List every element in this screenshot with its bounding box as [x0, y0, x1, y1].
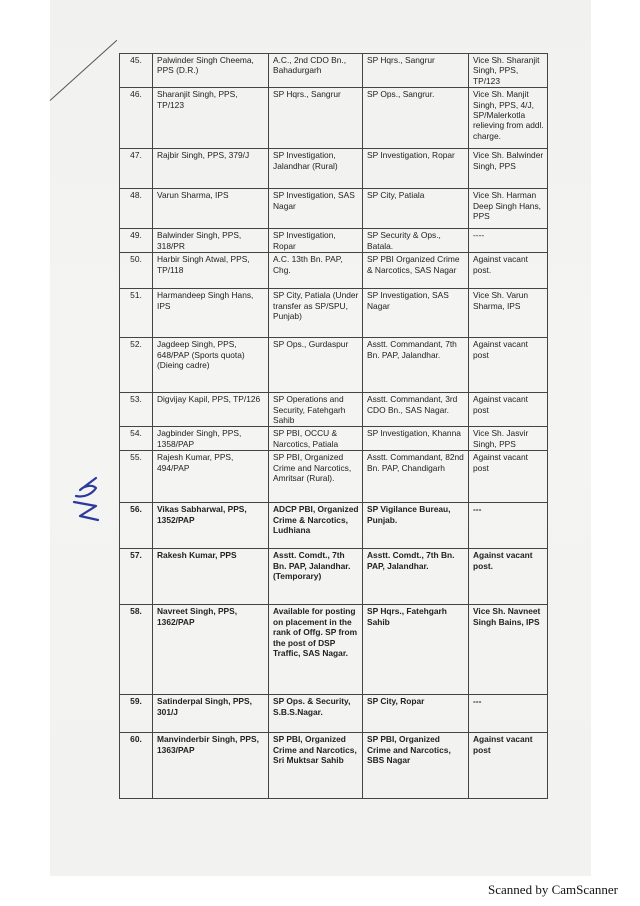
table-row — [120, 503, 548, 549]
table-row — [120, 54, 548, 88]
to-posting-cell: Asstt. Commandant, 3rd CDO Bn., SAS Nagar. — [363, 393, 469, 427]
to-posting-cell: SP City, Patiala — [363, 189, 469, 229]
to-posting-cell: SP Ops., Sangrur. — [363, 88, 469, 149]
from-posting-cell: SP Hqrs., Sangrur — [269, 88, 363, 149]
officer-name-cell: Harmandeep Singh Hans, IPS — [153, 289, 269, 338]
officer-name-cell: Rajesh Kumar, PPS, 494/PAP — [153, 451, 269, 503]
from-posting-cell: SP City, Patiala (Under transfer as SP/SPU, Punjab) — [269, 289, 363, 338]
remarks-cell: Vice Sh. Varun Sharma, IPS — [469, 289, 548, 338]
from-posting-cell: Available for posting on placement in the rank of Offg. SP from the post of DSP Traffic, SAS Nagar. — [269, 605, 363, 695]
from-posting-cell: A.C., 2nd CDO Bn., Bahadurgarh — [269, 54, 363, 88]
table-row — [120, 289, 548, 338]
from-posting-cell: SP Ops., Gurdaspur — [269, 338, 363, 393]
officer-name-cell: Digvijay Kapil, PPS, TP/126 — [153, 393, 269, 427]
remarks-cell: Vice Sh. Navneet Singh Bains, IPS — [469, 605, 548, 695]
to-posting-cell: Asstt. Comdt., 7th Bn. PAP, Jalandhar. — [363, 549, 469, 605]
from-posting-cell: A.C. 13th Bn. PAP, Chg. — [269, 253, 363, 289]
to-posting-cell: SP PBI, Organized Crime and Narcotics, SBS Nagar — [363, 733, 469, 799]
table-row — [120, 549, 548, 605]
remarks-cell: Vice Sh. Jasvir Singh, PPS — [469, 427, 548, 451]
serial-number-cell: 57. — [120, 549, 153, 605]
table-body — [120, 54, 548, 799]
remarks-cell: Against vacant post — [469, 451, 548, 503]
table-row — [120, 733, 548, 799]
serial-number-cell: 45. — [120, 54, 153, 88]
officer-name-cell: Vikas Sabharwal, PPS, 1352/PAP — [153, 503, 269, 549]
from-posting-cell: SP Investigation, Ropar — [269, 229, 363, 253]
from-posting-cell: SP PBI, OCCU & Narcotics, Patiala — [269, 427, 363, 451]
serial-number-cell: 52. — [120, 338, 153, 393]
to-posting-cell: Asstt. Commandant, 7th Bn. PAP, Jalandhar. — [363, 338, 469, 393]
serial-number-cell: 51. — [120, 289, 153, 338]
table-row — [120, 253, 548, 289]
remarks-cell: ---- — [469, 229, 548, 253]
to-posting-cell: SP Investigation, Khanna — [363, 427, 469, 451]
handwritten-initials-signature — [58, 472, 108, 524]
officer-name-cell: Satinderpal Singh, PPS, 301/J — [153, 695, 269, 733]
table-row — [120, 88, 548, 149]
officer-name-cell: Varun Sharma, IPS — [153, 189, 269, 229]
table-row — [120, 427, 548, 451]
officer-name-cell: Sharanjit Singh, PPS, TP/123 — [153, 88, 269, 149]
officer-name-cell: Jagdeep Singh, PPS, 648/PAP (Sports quota) (Dieing cadre) — [153, 338, 269, 393]
to-posting-cell: SP Hqrs., Fatehgarh Sahib — [363, 605, 469, 695]
officer-name-cell: Palwinder Singh Cheema, PPS (D.R.) — [153, 54, 269, 88]
serial-number-cell: 58. — [120, 605, 153, 695]
remarks-cell: Vice Sh. Balwinder Singh, PPS — [469, 149, 548, 189]
remarks-cell: --- — [469, 503, 548, 549]
to-posting-cell: SP Security & Ops., Batala. — [363, 229, 469, 253]
remarks-cell: Against vacant post. — [469, 549, 548, 605]
to-posting-cell: SP Investigation, Ropar — [363, 149, 469, 189]
remarks-cell: Vice Sh. Harman Deep Singh Hans, PPS — [469, 189, 548, 229]
serial-number-cell: 48. — [120, 189, 153, 229]
remarks-cell: Against vacant post. — [469, 253, 548, 289]
serial-number-cell: 53. — [120, 393, 153, 427]
from-posting-cell: ADCP PBI, Organized Crime & Narcotics, Ludhiana — [269, 503, 363, 549]
from-posting-cell: SP Investigation, SAS Nagar — [269, 189, 363, 229]
table-row — [120, 695, 548, 733]
table-row — [120, 229, 548, 253]
to-posting-cell: SP Vigilance Bureau, Punjab. — [363, 503, 469, 549]
serial-number-cell: 47. — [120, 149, 153, 189]
table-row — [120, 338, 548, 393]
officer-name-cell: Jagbinder Singh, PPS, 1358/PAP — [153, 427, 269, 451]
serial-number-cell: 55. — [120, 451, 153, 503]
from-posting-cell: SP Ops. & Security, S.B.S.Nagar. — [269, 695, 363, 733]
officer-name-cell: Navreet Singh, PPS, 1362/PAP — [153, 605, 269, 695]
serial-number-cell: 50. — [120, 253, 153, 289]
serial-number-cell: 46. — [120, 88, 153, 149]
from-posting-cell: SP PBI, Organized Crime and Narcotics, Amritsar (Rural). — [269, 451, 363, 503]
table-row — [120, 605, 548, 695]
officer-name-cell: Manvinderbir Singh, PPS, 1363/PAP — [153, 733, 269, 799]
officer-name-cell: Rakesh Kumar, PPS — [153, 549, 269, 605]
to-posting-cell: Asstt. Commandant, 82nd Bn. PAP, Chandigarh — [363, 451, 469, 503]
serial-number-cell: 54. — [120, 427, 153, 451]
serial-number-cell: 49. — [120, 229, 153, 253]
serial-number-cell: 60. — [120, 733, 153, 799]
transfer-table — [119, 53, 548, 799]
officer-name-cell: Harbir Singh Atwal, PPS, TP/118 — [153, 253, 269, 289]
to-posting-cell: SP PBI Organized Crime & Narcotics, SAS Nagar — [363, 253, 469, 289]
from-posting-cell: SP PBI, Organized Crime and Narcotics, Sri Muktsar Sahib — [269, 733, 363, 799]
remarks-cell: --- — [469, 695, 548, 733]
serial-number-cell: 56. — [120, 503, 153, 549]
table-row — [120, 149, 548, 189]
scanner-watermark: Scanned by CamScanner — [488, 882, 618, 897]
remarks-cell: Vice Sh. Manjit Singh, PPS, 4/J, SP/Malerkotla relieving from addl. charge. — [469, 88, 548, 149]
from-posting-cell: Asstt. Comdt., 7th Bn. PAP, Jalandhar. (Temporary) — [269, 549, 363, 605]
table-row — [120, 189, 548, 229]
table-row — [120, 451, 548, 503]
to-posting-cell: SP City, Ropar — [363, 695, 469, 733]
remarks-cell: Against vacant post — [469, 393, 548, 427]
officer-name-cell: Balwinder Singh, PPS, 318/PR — [153, 229, 269, 253]
remarks-cell: Against vacant post — [469, 338, 548, 393]
from-posting-cell: SP Investigation, Jalandhar (Rural) — [269, 149, 363, 189]
remarks-cell: Vice Sh. Sharanjit Singh, PPS, TP/123 — [469, 54, 548, 88]
to-posting-cell: SP Investigation, SAS Nagar — [363, 289, 469, 338]
table-row — [120, 393, 548, 427]
remarks-cell: Against vacant post — [469, 733, 548, 799]
from-posting-cell: SP Operations and Security, Fatehgarh Sahib — [269, 393, 363, 427]
serial-number-cell: 59. — [120, 695, 153, 733]
to-posting-cell: SP Hqrs., Sangrur — [363, 54, 469, 88]
officer-name-cell: Rajbir Singh, PPS, 379/J — [153, 149, 269, 189]
